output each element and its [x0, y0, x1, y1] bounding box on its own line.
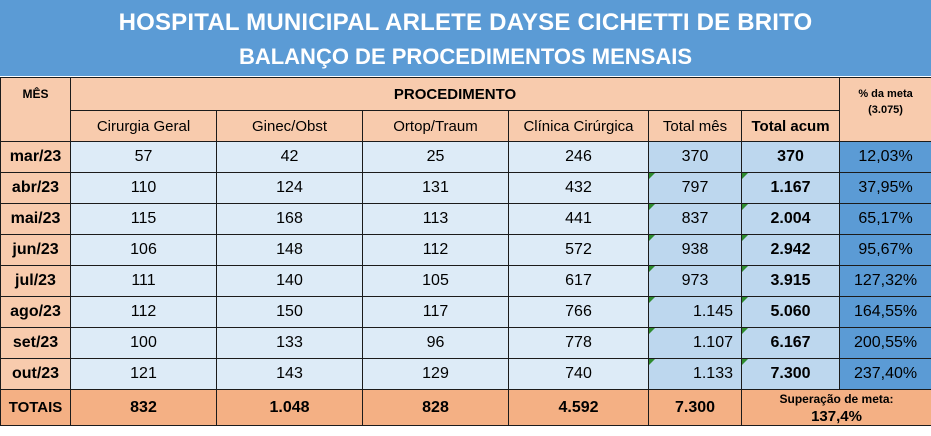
ortop-traum-cell: 113 — [363, 204, 509, 235]
ginec-obst-cell: 140 — [217, 266, 363, 297]
clinica-cirurgica-cell: 572 — [509, 235, 649, 266]
ginec-obst-cell: 168 — [217, 204, 363, 235]
percent-meta-cell: 237,40% — [840, 359, 931, 390]
clinica-cirurgica-cell: 778 — [509, 328, 649, 359]
total-acum-cell: 2.942 — [742, 235, 840, 266]
month-cell: jun/23 — [1, 235, 71, 266]
header-percent-meta — [840, 78, 931, 142]
ginec-obst-cell: 133 — [217, 328, 363, 359]
ortop-traum-cell: 105 — [363, 266, 509, 297]
cirurgia-geral-cell: 115 — [71, 204, 217, 235]
clinica-cirurgica-cell: 441 — [509, 204, 649, 235]
table-row — [1, 173, 931, 204]
ginec-obst-cell: 148 — [217, 235, 363, 266]
month-cell: set/23 — [1, 328, 71, 359]
total-mes-cell: 1.107 — [649, 328, 742, 359]
total-ortop-traum: 828 — [363, 390, 509, 426]
total-acum-cell: 7.300 — [742, 359, 840, 390]
percent-meta-cell: 65,17% — [840, 204, 931, 235]
total-mes-cell: 938 — [649, 235, 742, 266]
total-acum-cell: 370 — [742, 142, 840, 173]
cirurgia-geral-cell: 112 — [71, 297, 217, 328]
month-cell: abr/23 — [1, 173, 71, 204]
ortop-traum-cell: 117 — [363, 297, 509, 328]
ginec-obst-cell: 150 — [217, 297, 363, 328]
total-geral: 7.300 — [649, 390, 742, 426]
table-row — [1, 297, 931, 328]
clinica-cirurgica-cell: 766 — [509, 297, 649, 328]
ginec-obst-cell: 143 — [217, 359, 363, 390]
header-ginec-obst: Ginec/Obst — [217, 111, 363, 142]
total-acum-cell: 2.004 — [742, 204, 840, 235]
meta-target: (3.075) — [868, 104, 903, 116]
total-mes-cell: 973 — [649, 266, 742, 297]
clinica-cirurgica-cell: 246 — [509, 142, 649, 173]
total-mes-cell: 837 — [649, 204, 742, 235]
ginec-obst-cell: 124 — [217, 173, 363, 204]
percent-meta-cell: 95,67% — [840, 235, 931, 266]
superacao-meta — [742, 390, 931, 426]
title-banner — [0, 0, 931, 76]
table-row — [1, 142, 931, 173]
hospital-title: HOSPITAL MUNICIPAL ARLETE DAYSE CICHETTI DE BRITO — [118, 9, 813, 36]
table-row — [1, 204, 931, 235]
cirurgia-geral-cell: 111 — [71, 266, 217, 297]
total-mes-cell: 1.133 — [649, 359, 742, 390]
header-procedimento: PROCEDIMENTO — [71, 78, 840, 111]
total-mes-cell: 797 — [649, 173, 742, 204]
month-cell: mar/23 — [1, 142, 71, 173]
total-acum-cell: 6.167 — [742, 328, 840, 359]
clinica-cirurgica-cell: 740 — [509, 359, 649, 390]
ortop-traum-cell: 131 — [363, 173, 509, 204]
clinica-cirurgica-cell: 432 — [509, 173, 649, 204]
totals-row — [1, 390, 931, 426]
total-acum-cell: 1.167 — [742, 173, 840, 204]
clinica-cirurgica-cell: 617 — [509, 266, 649, 297]
header-mes: MÊS — [1, 78, 71, 142]
header-total-mes: Total mês — [649, 111, 742, 142]
ginec-obst-cell: 42 — [217, 142, 363, 173]
ortop-traum-cell: 112 — [363, 235, 509, 266]
percent-meta-cell: 37,95% — [840, 173, 931, 204]
total-clinica-cirurgica: 4.592 — [509, 390, 649, 426]
percent-meta-cell: 127,32% — [840, 266, 931, 297]
total-acum-cell: 5.060 — [742, 297, 840, 328]
month-cell: mai/23 — [1, 204, 71, 235]
cirurgia-geral-cell: 106 — [71, 235, 217, 266]
month-cell: out/23 — [1, 359, 71, 390]
total-ginec-obst: 1.048 — [217, 390, 363, 426]
header-clinica-cirurgica: Clínica Cirúrgica — [509, 111, 649, 142]
cirurgia-geral-cell: 57 — [71, 142, 217, 173]
header-total-acum: Total acum — [742, 111, 840, 142]
table-row — [1, 235, 931, 266]
procedures-table — [0, 77, 931, 426]
total-acum-cell: 3.915 — [742, 266, 840, 297]
cirurgia-geral-cell: 100 — [71, 328, 217, 359]
table-row — [1, 328, 931, 359]
total-cirurgia-geral: 832 — [71, 390, 217, 426]
percent-meta-cell: 200,55% — [840, 328, 931, 359]
month-cell: ago/23 — [1, 297, 71, 328]
table-row — [1, 359, 931, 390]
superacao-value: 137,4% — [811, 408, 862, 425]
report-subtitle: BALANÇO DE PROCEDIMENTOS MENSAIS — [238, 44, 693, 69]
cirurgia-geral-cell: 110 — [71, 173, 217, 204]
meta-label: % da meta — [858, 88, 913, 100]
total-mes-cell: 370 — [649, 142, 742, 173]
month-cell: jul/23 — [1, 266, 71, 297]
superacao-label: Superação de meta: — [779, 392, 894, 406]
header-cirurgia-geral: Cirurgia Geral — [71, 111, 217, 142]
ortop-traum-cell: 96 — [363, 328, 509, 359]
ortop-traum-cell: 25 — [363, 142, 509, 173]
ortop-traum-cell: 129 — [363, 359, 509, 390]
percent-meta-cell: 12,03% — [840, 142, 931, 173]
table-row — [1, 266, 931, 297]
percent-meta-cell: 164,55% — [840, 297, 931, 328]
cirurgia-geral-cell: 121 — [71, 359, 217, 390]
total-mes-cell: 1.145 — [649, 297, 742, 328]
totals-label: TOTAIS — [1, 390, 71, 426]
header-ortop-traum: Ortop/Traum — [363, 111, 509, 142]
